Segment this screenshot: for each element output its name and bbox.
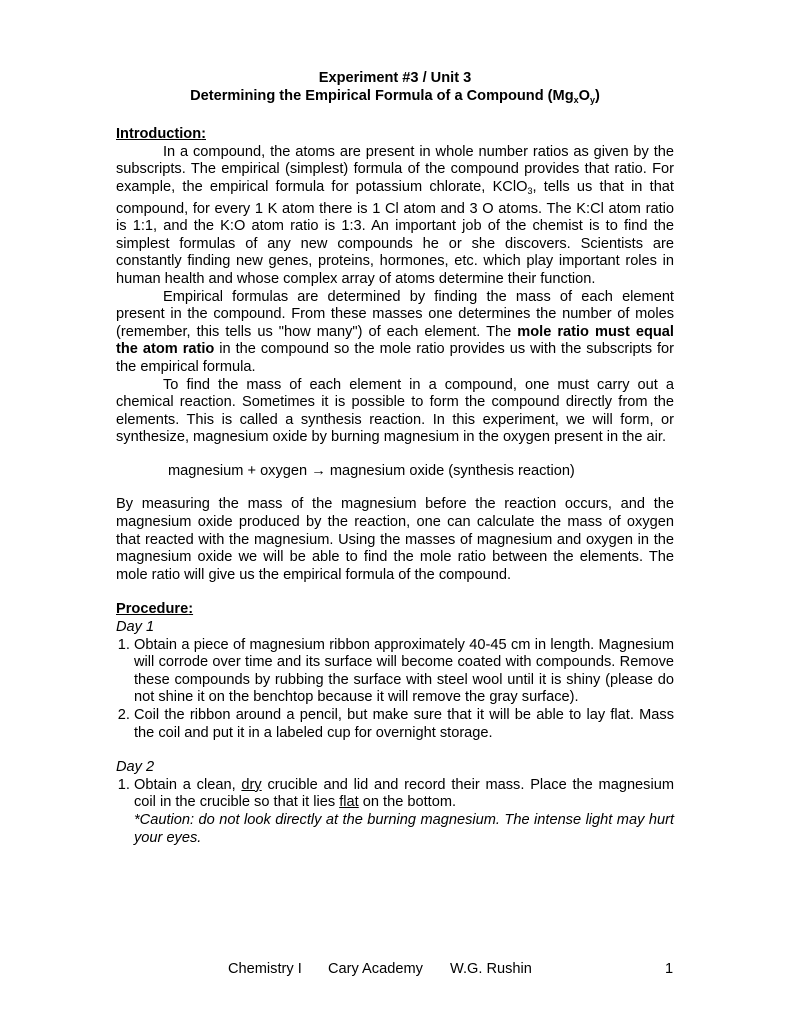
footer-course: Chemistry I (228, 961, 302, 977)
day-2-label: Day 2 (116, 759, 155, 776)
p2-text-b: in the compound so the mole ratio provides us with the subscripts for the empirical formula. (116, 341, 674, 375)
title-text: Determining the Empirical Formula of a Compound (Mg (190, 87, 574, 104)
title-line-2 (116, 88, 674, 110)
title-line-1: Experiment #3 / Unit 3 (318, 70, 472, 86)
step-underlined-flat: flat (339, 794, 359, 811)
day-1-step-1: 1. Obtain a piece of magnesium ribbon approximately 40-45 cm in length. Magnesium will corrode over time and its surface will become coated with compounds. Remove these compounds by rubbing the surface with steel wool until it is shiny (please do not shine it on the benchtop because it will remove the gray surface). (134, 637, 674, 707)
p2-bold-text: mole ratio must equal the atom ratio (116, 323, 674, 358)
procedure-heading: Procedure: (116, 601, 194, 618)
day-2-steps (116, 777, 674, 847)
p1-text-a: In a compound, the atoms are present in whole number ratios as given by the subscripts. The empirical (simplest) formula of the compound provides that ratio. For example, the empirical formula for potassium chlorate, KClO (116, 143, 674, 195)
step-underlined-dry: dry (241, 776, 262, 793)
reaction-equation (168, 463, 674, 481)
p1-subscript: 3 (527, 185, 533, 196)
intro-paragraph-3: To find the mass of each element in a compound, one must carry out a chemical reaction. Sometimes it is possible to form the compound directly from the elements. This is called a synthesis reaction. In this experiment, we will form, or synthesize, magnesium oxide by burning magnesium in the oxygen present in the air. (116, 376, 674, 446)
arrow-icon: → (311, 462, 326, 479)
procedure-heading-text: Procedure (116, 601, 189, 618)
title-close: ) (595, 87, 600, 104)
step-text-c: on the bottom. (358, 794, 457, 811)
p1-text-b: , tells us that in that compound, for every 1 K atom there is 1 Cl atom and 3 O atoms. The K:Cl atom ratio is 1:1, and the K:O atom ratio is 1:3. An important job of the chemist is to find the simplest formulas of any new compounds he or she discovers. Scientists are constantly finding new genes, proteins, hormones, etc. which play important roles in human health and whose complex array of atoms determine their function. (116, 178, 674, 287)
equation-left: magnesium + oxygen (168, 462, 312, 479)
document-page (116, 70, 674, 847)
intro-paragraph-1 (116, 144, 674, 289)
day-1-label: Day 1 (116, 619, 155, 636)
intro-paragraph-2 (116, 289, 674, 377)
subscript-x: x (573, 94, 579, 105)
step-text-a: Obtain a clean, (134, 776, 242, 793)
footer-page-number: 1 (665, 961, 674, 977)
footer-author: W.G. Rushin (450, 961, 532, 977)
day-1-step-2: 2. Coil the ribbon around a pencil, but make sure that it will be able to lay flat. Mass the coil and put it in a labeled cup for overnight storage. (134, 707, 674, 742)
subscript-y: y (590, 94, 596, 105)
day-2-step-1 (134, 777, 674, 847)
title-o: O (578, 87, 590, 104)
footer-school: Cary Academy (328, 961, 423, 977)
caution-text: *Caution: do not look directly at the burning magnesium. The intense light may hurt your eyes. (134, 811, 674, 846)
introduction-heading-text: Introduction (116, 126, 202, 143)
intro-paragraph-4: By measuring the mass of the magnesium before the reaction occurs, and the magnesium oxide produced by the reaction, one can calculate the mass of oxygen that reacted with the magnesium. Using the masses of magnesium and oxygen in the magnesium oxide we will be able to find the mole ratio between the elements. The mole ratio will give us the empirical formula of the compound. (116, 496, 674, 583)
day-1-steps (116, 637, 674, 743)
introduction-heading: Introduction: (116, 126, 206, 143)
equation-right: magnesium oxide (synthesis reaction) (325, 462, 575, 479)
p2-text-a: Empirical formulas are determined by finding the mass of each element present in the compound. From these masses one determines the number of moles (remember, this tells us "how many") of each element. The (116, 288, 674, 340)
step-text-b: crucible and lid and record their mass. Place the magnesium coil in the crucible so that it lies (134, 776, 674, 811)
